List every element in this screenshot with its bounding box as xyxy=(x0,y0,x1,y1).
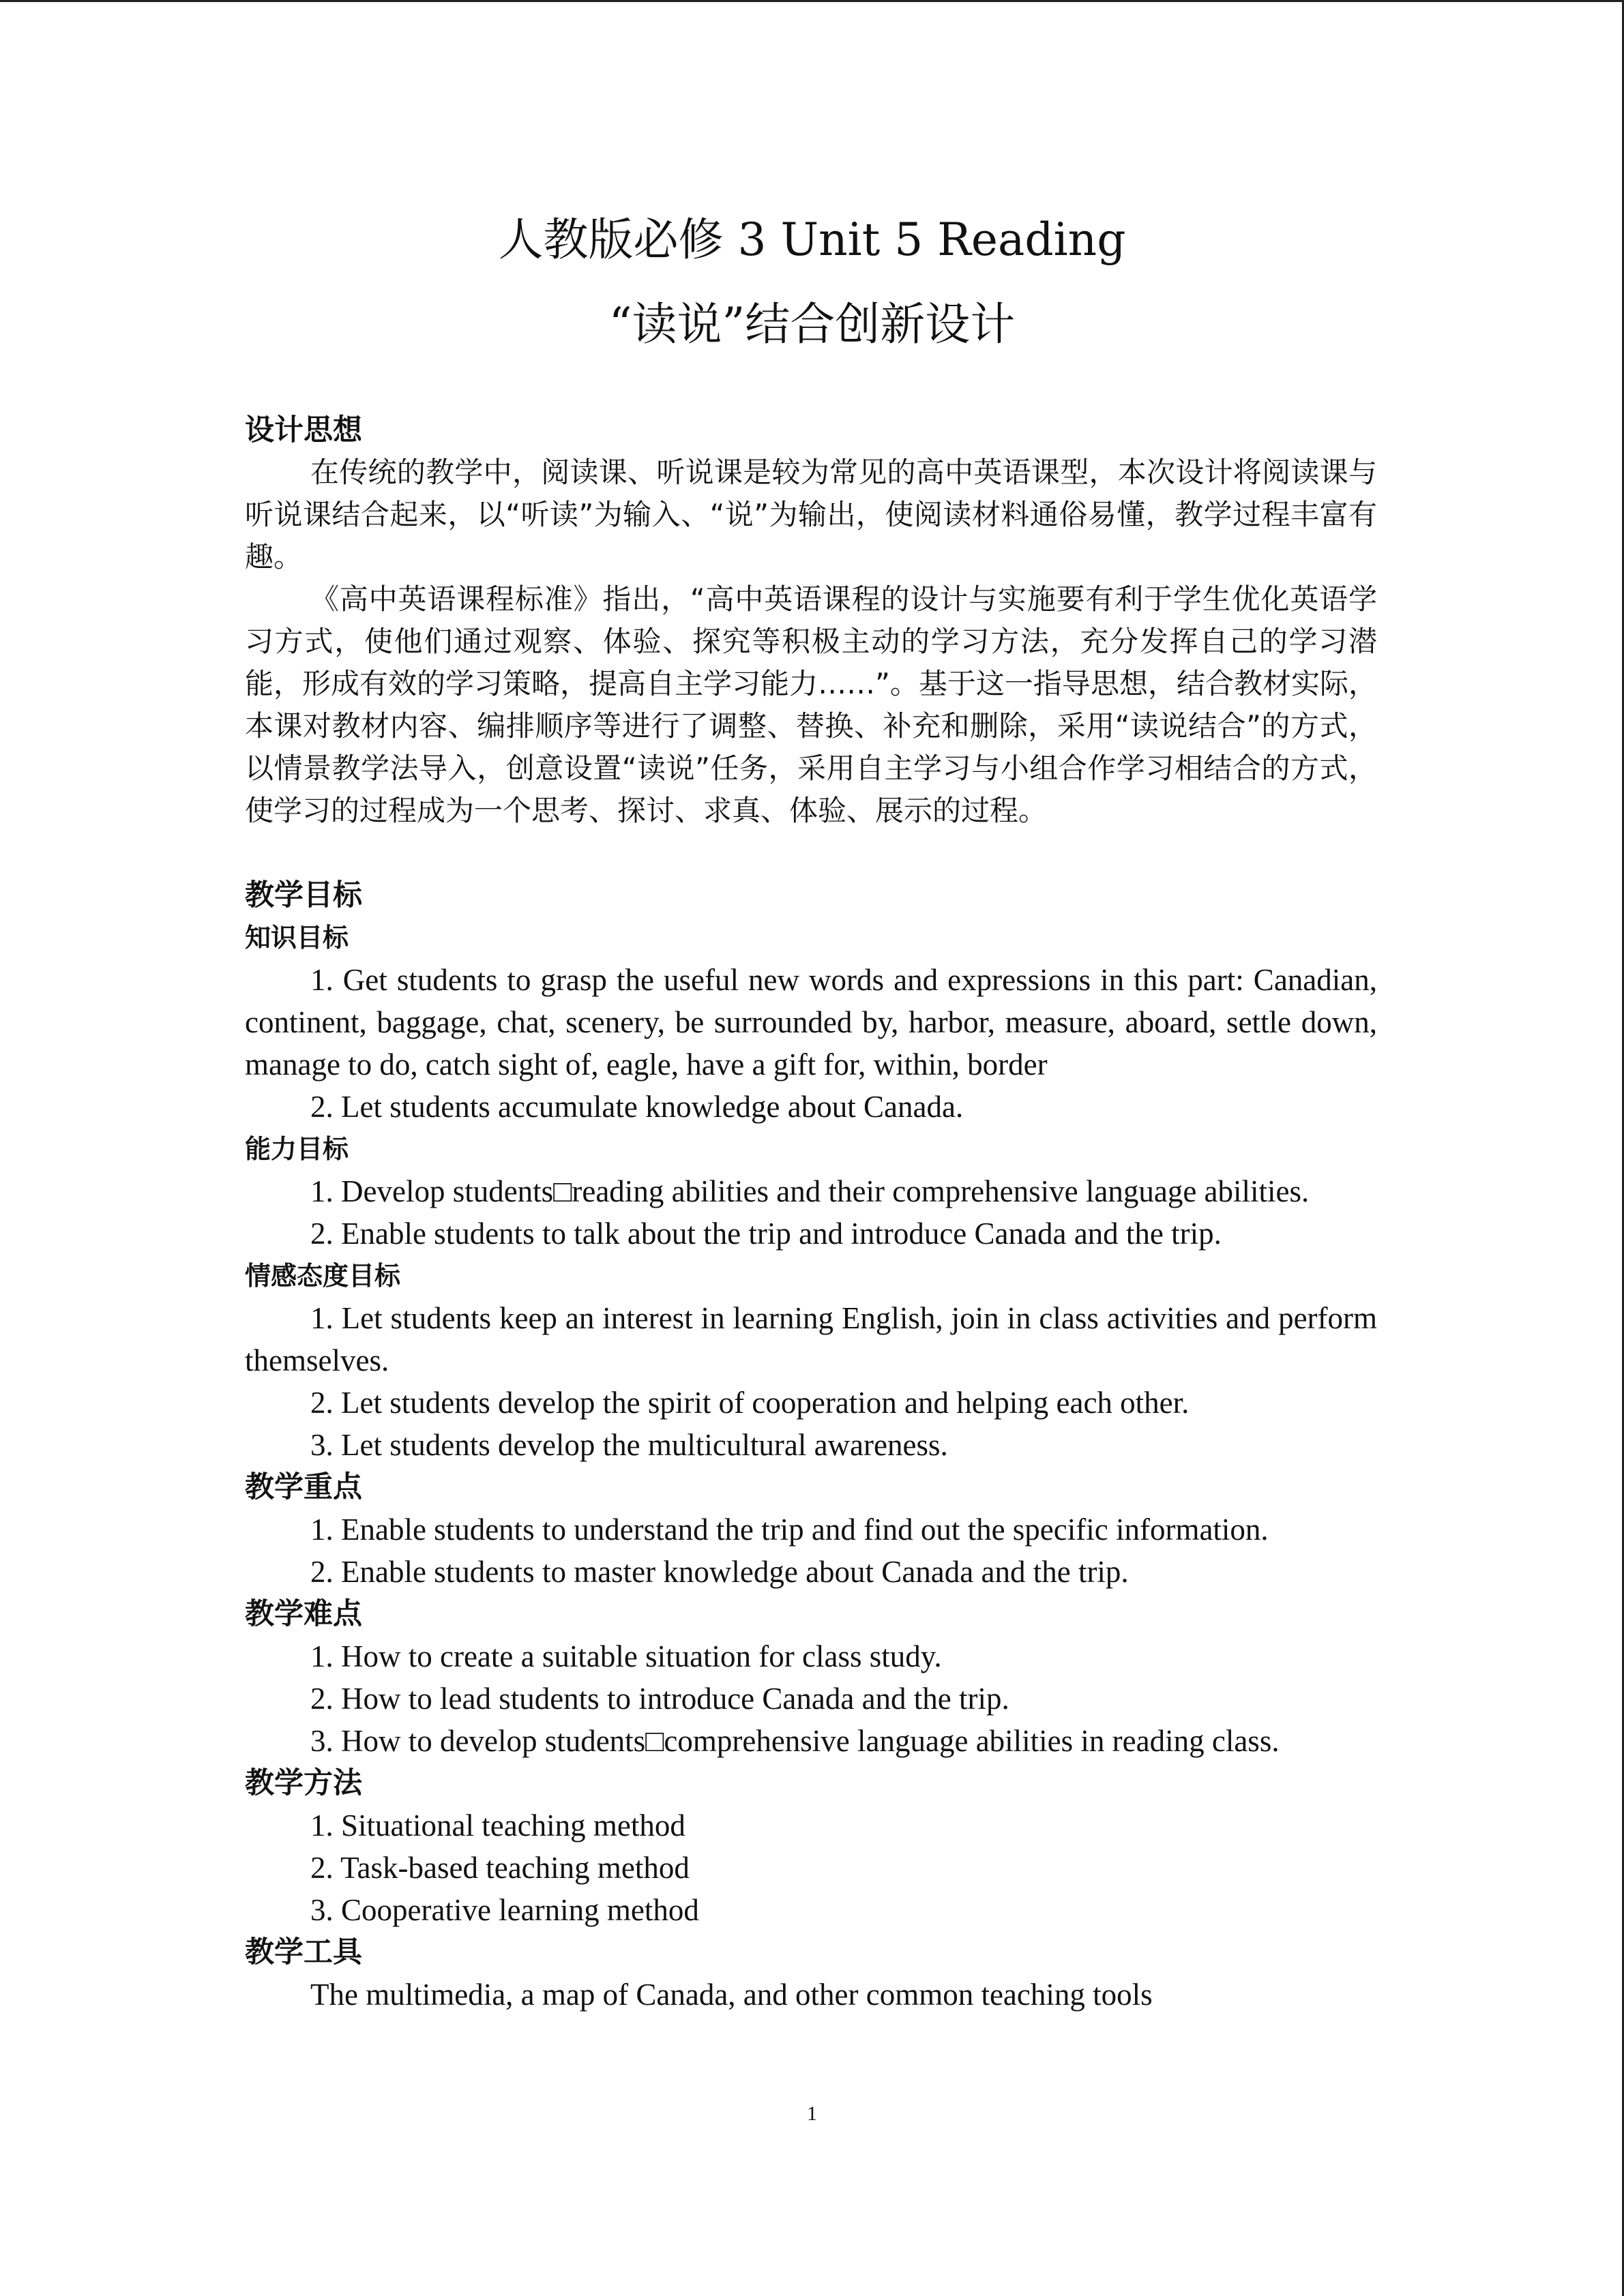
knowledge-item: 1. Get students to grasp the useful new words and expressions in this part: Canadian, continent, baggage, chat, scenery, be surrounded by, harbor, measure, aboard, settle down, manage to do, catch sight of, eagle, have a gift for, within, border xyxy=(245,963,1377,1082)
method-item: 3. Cooperative learning method xyxy=(310,1893,699,1927)
design-heading: 设计思想 xyxy=(245,413,362,447)
ability-objectives-heading: 能力目标 xyxy=(245,1134,349,1164)
methods-heading: 教学方法 xyxy=(245,1766,362,1800)
page-number: 1 xyxy=(807,2102,817,2125)
emotion-item: 3. Let students develop the multicultural awareness. xyxy=(310,1428,948,1462)
tools-heading: 教学工具 xyxy=(245,1935,362,1969)
difficulties-heading: 教学难点 xyxy=(245,1597,362,1631)
difficulty-item: 2. How to lead students to introduce Canada and the trip. xyxy=(310,1682,1009,1716)
method-item: 2. Task-based teaching method xyxy=(310,1851,690,1885)
section-spacer xyxy=(245,832,1377,874)
difficulty-item: 3. How to develop students□comprehensive language abilities in reading class. xyxy=(310,1724,1280,1758)
objectives-heading: 教学目标 xyxy=(245,878,362,912)
ability-item: 1. Develop students□reading abilities and their comprehensive language abilities. xyxy=(310,1174,1310,1208)
page-top-border xyxy=(0,0,1624,2)
emotion-item: 1. Let students keep an interest in learning English, join in class activities and perform themselves. xyxy=(245,1301,1377,1377)
title-line-2: “读说”结合创新设计 xyxy=(608,298,1016,351)
emotion-objectives-heading: 情感态度目标 xyxy=(245,1261,401,1291)
knowledge-item: 2. Let students accumulate knowledge about Canada. xyxy=(310,1090,964,1124)
emotion-item: 2. Let students develop the spirit of cooperation and helping each other. xyxy=(310,1386,1190,1420)
title-line-1: 人教版必修 3 Unit 5 Reading xyxy=(498,213,1126,266)
document-body xyxy=(245,409,1377,2016)
key-points-heading: 教学重点 xyxy=(245,1470,362,1504)
knowledge-objectives-heading: 知识目标 xyxy=(245,923,349,953)
ability-item: 2. Enable students to talk about the trip and introduce Canada and the trip. xyxy=(310,1217,1222,1251)
key-point-item: 2. Enable students to master knowledge about Canada and the trip. xyxy=(310,1555,1129,1589)
difficulty-item: 1. How to create a suitable situation for class study. xyxy=(310,1639,942,1673)
design-paragraph-2: 《高中英语课程标准》指出，“高中英语课程的设计与实施要有利于学生优化英语学习方式，使他们通过观察、体验、探究等积极主动的学习方法，充分发挥自己的学习潜能，形成有效的学习策略，提高自主学习能力……”。基于这一指导思想，结合教材实际，本课对教材内容、编排顺序等进行了调整、替换、补充和删除，采用“读说结合”的方式，以情景教学法导入，创意设置“读说”任务，采用自主学习与小组合作学习相结合的方式，使学习的过程成为一个思考、探讨、求真、体验、展示的过程。 xyxy=(245,582,1377,827)
key-point-item: 1. Enable students to understand the trip and find out the specific information. xyxy=(310,1512,1269,1547)
method-item: 1. Situational teaching method xyxy=(310,1808,685,1843)
design-paragraph-1: 在传统的教学中，阅读课、听说课是较为常见的高中英语课型，本次设计将阅读课与听说课结合起来，以“听读”为输入、“说”为输出，使阅读材料通俗易懂，教学过程丰富有趣。 xyxy=(245,456,1377,573)
tools-text: The multimedia, a map of Canada, and other common teaching tools xyxy=(310,1978,1153,2012)
